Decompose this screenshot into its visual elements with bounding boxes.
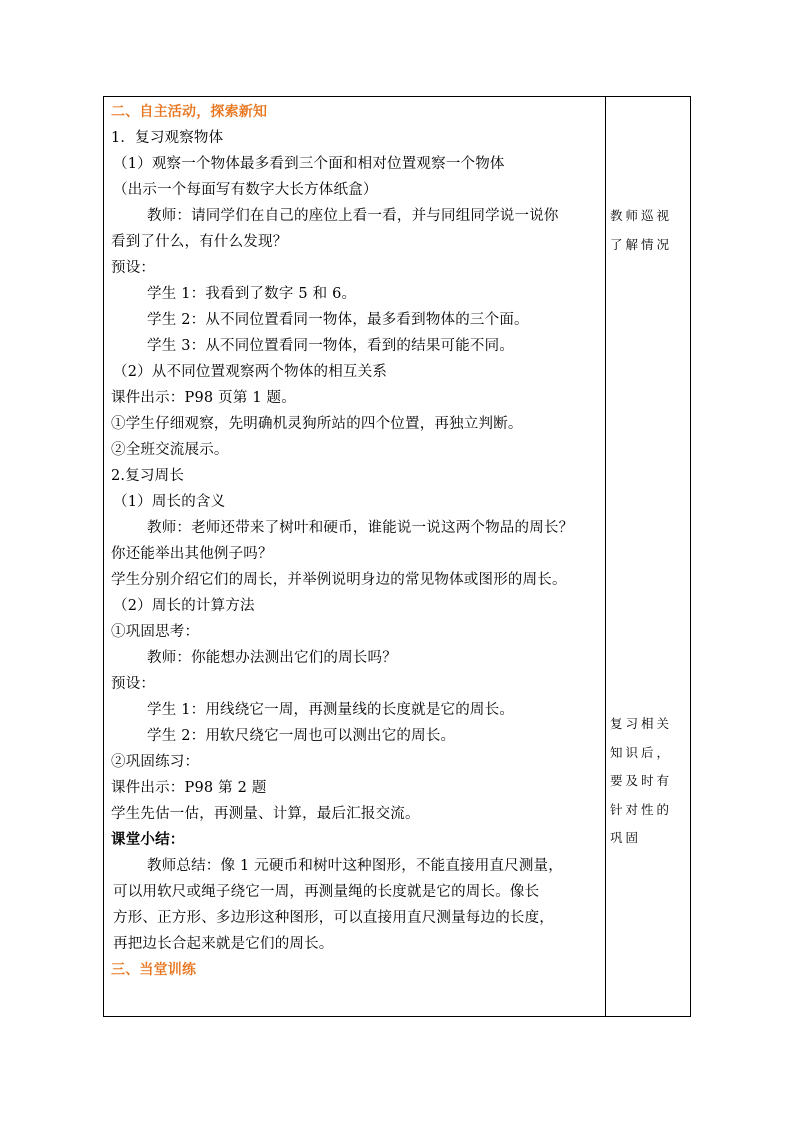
summary-label: 课堂小结：: [111, 831, 185, 848]
text-line: 教师总结：像 1 元硬币和树叶这种图形，不能直接用直尺测量，: [147, 858, 563, 874]
teacher-note-line: 了解情况: [610, 236, 673, 252]
teacher-note-review: [610, 710, 690, 853]
column-divider: [605, 97, 606, 1016]
text-line: 教师：老师还带来了树叶和硬币，谁能说一说这两个物品的周长？: [147, 520, 574, 536]
text-line: 学生 3：从不同位置看同一物体，看到的结果可能不同。: [147, 338, 515, 354]
text-line: （出示一个每面写有数字大长方体纸盒）: [113, 182, 378, 198]
teacher-note-line: 复习相关: [610, 716, 673, 731]
main-content-column: [111, 99, 601, 983]
text-line: 学生分别介绍它们的周长，并举例说明身边的常见物体或图形的周长。: [111, 572, 567, 588]
lesson-plan-table: [103, 96, 691, 1017]
text-line: ①学生仔细观察，先明确机灵狗所站的四个位置，再独立判断。: [111, 416, 523, 432]
text-line: （1）周长的含义: [113, 494, 226, 510]
text-line: 预设：: [111, 676, 156, 692]
text-line: （1）观察一个物体最多看到三个面和相对位置观察一个物体: [113, 156, 505, 172]
text-line: 看到了什么，有什么发现？: [111, 234, 288, 250]
text-line: 学生 2：从不同位置看同一物体，最多看到物体的三个面。: [147, 312, 529, 328]
text-line: 学生 1：用线绕它一周，再测量线的长度就是它的周长。: [147, 702, 515, 718]
teacher-note-line: 教师巡视: [610, 208, 673, 223]
text-line: 学生 1：我看到了数字 5 和 6。: [147, 286, 357, 302]
text-line: 学生先估一估，再测量、计算，最后汇报交流。: [111, 806, 420, 822]
text-line: 教师：请同学们在自己的座位上看一看，并与同组同学说一说你: [147, 208, 559, 224]
section-heading: 二、自主活动，探索新知: [111, 104, 268, 120]
section-heading: 三、当堂训练: [111, 962, 197, 978]
text-line: 1．复习观察物体: [111, 130, 224, 146]
text-line: 你还能举出其他例子吗？: [111, 546, 273, 562]
teacher-note-line: 要及时有: [610, 773, 673, 788]
text-line: 再把边长合起来就是它们的周长。: [113, 936, 334, 952]
text-line: （2）从不同位置观察两个物体的相互关系: [113, 364, 388, 380]
text-line: 课件出示：P98 页第 1 题。: [111, 390, 296, 406]
text-line: 可以用软尺或绳子绕它一周，再测量绳的长度就是它的周长。像长: [113, 884, 540, 900]
text-line: 预设：: [111, 260, 156, 276]
text-line: 学生 2：用软尺绕它一周也可以测出它的周长。: [147, 728, 456, 744]
text-line: 2.复习周长: [111, 468, 185, 484]
text-line: （2）周长的计算方法: [113, 598, 255, 614]
text-line: 课件出示：P98 第 2 题: [111, 780, 267, 796]
teacher-note-line: 知识后，: [610, 744, 673, 760]
text-line: ①巩固思考：: [111, 624, 200, 640]
text-line: ②全班交流展示。: [111, 442, 229, 458]
teacher-note-observe: [610, 202, 690, 259]
text-line: 教师：你能想办法测出它们的周长吗？: [147, 650, 397, 666]
teacher-note-line: 针对性的: [610, 801, 673, 817]
text-line: ②巩固练习：: [111, 754, 200, 770]
teacher-note-line: 巩固: [610, 830, 642, 845]
text-line: 方形、正方形、多边形这种图形，可以直接用直尺测量每边的长度，: [113, 910, 554, 926]
